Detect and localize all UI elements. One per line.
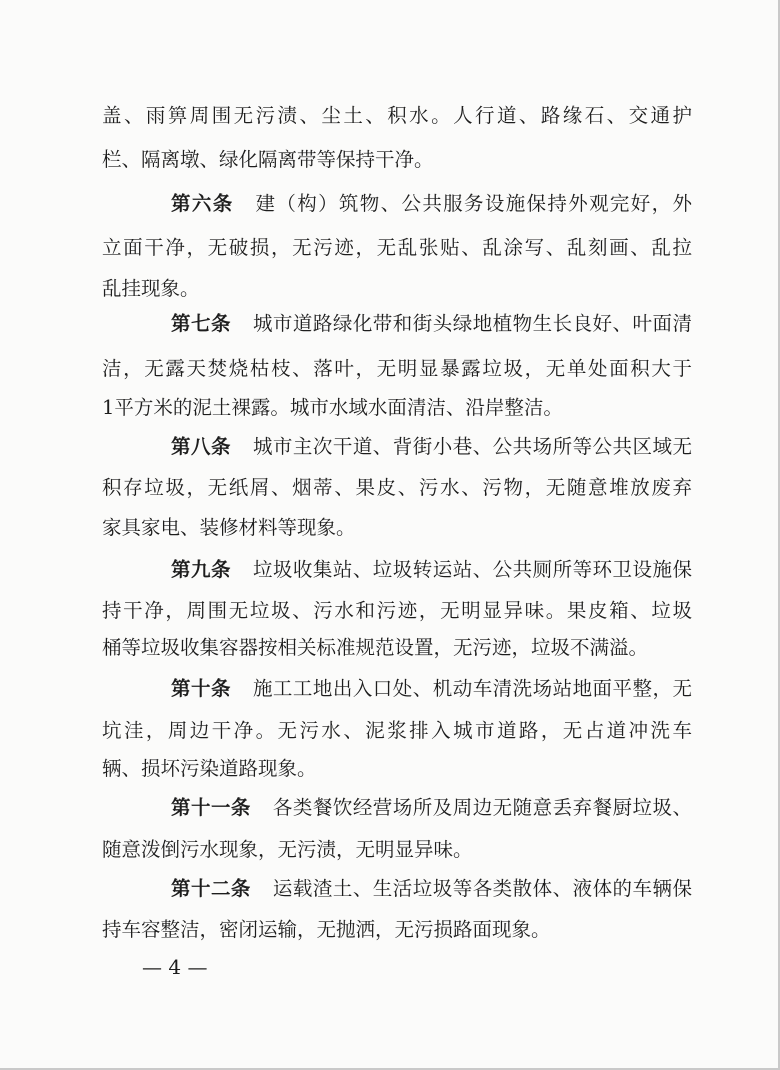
text-line: 家具家电、装修材料等现象。 bbox=[102, 516, 356, 539]
article-7-first-line bbox=[171, 307, 692, 341]
article-8-first-line bbox=[171, 430, 692, 464]
text-line: 辆、损坏污染道路现象。 bbox=[102, 757, 317, 780]
article-12-heading: 第十二条 bbox=[171, 877, 251, 900]
article-6-first-line bbox=[171, 187, 692, 221]
text-line: 1平方米的泥土裸露。城市水域水面清洁、沿岸整洁。 bbox=[102, 396, 563, 419]
article-10-first-line bbox=[171, 672, 692, 706]
text-line: 施工工地出入口处、机动车清洗场站地面平整，无 bbox=[252, 677, 692, 700]
text-line: 运载渣土、生活垃圾等各类散体、液体的车辆保 bbox=[272, 877, 692, 900]
text-line: 城市道路绿化带和街头绿地植物生长良好、叶面清 bbox=[252, 312, 692, 335]
text-line: 乱挂现象。 bbox=[102, 277, 200, 300]
text-line: 立面干净，无破损，无污迹，无乱张贴、乱涂写、乱刻画、乱拉 bbox=[102, 236, 692, 259]
article-11-heading: 第十一条 bbox=[171, 796, 251, 819]
text-line: 各类餐饮经营场所及周边无随意丢弃餐厨垃圾、 bbox=[272, 796, 692, 819]
article-8-heading: 第八条 bbox=[171, 435, 231, 458]
text-line: 栏、隔离墩、绿化隔离带等保持干净。 bbox=[102, 148, 434, 171]
article-9-heading: 第九条 bbox=[171, 558, 231, 581]
text-line: 积存垃圾，无纸屑、烟蒂、果皮、污水、污物，无随意堆放废弃 bbox=[102, 476, 692, 499]
article-12-first-line bbox=[171, 872, 692, 906]
text-line: 坑洼，周边干净。无污水、泥浆排入城市道路，无占道冲洗车 bbox=[102, 719, 692, 742]
text-line: 建（构）筑物、公共服务设施保持外观完好，外 bbox=[255, 192, 692, 215]
article-6-heading: 第六条 bbox=[171, 192, 234, 215]
text-line: 洁，无露天焚烧枯枝、落叶，无明显暴露垃圾，无单处面积大于 bbox=[102, 357, 692, 380]
article-7-heading: 第七条 bbox=[171, 312, 231, 335]
text-line: 城市主次干道、背街小巷、公共场所等公共区域无 bbox=[252, 435, 692, 458]
text-line: 随意泼倒污水现象，无污渍，无明显异味。 bbox=[102, 838, 473, 861]
page-number: — 4 — bbox=[142, 955, 208, 979]
text-line: 持车容整洁，密闭运输，无抛洒，无污损路面现象。 bbox=[102, 918, 551, 941]
text-line: 垃圾收集站、垃圾转运站、公共厕所等环卫设施保 bbox=[252, 558, 692, 581]
article-11-first-line bbox=[171, 791, 692, 825]
text-line: 盖、雨箅周围无污渍、尘土、积水。人行道、路缘石、交通护 bbox=[102, 104, 692, 127]
article-9-first-line bbox=[171, 553, 692, 587]
text-line: 桶等垃圾收集容器按相关标准规范设置，无污迹，垃圾不满溢。 bbox=[102, 636, 649, 659]
text-line: 持干净，周围无垃圾、污水和污迹，无明显异味。果皮箱、垃圾 bbox=[102, 599, 692, 622]
article-10-heading: 第十条 bbox=[171, 677, 231, 700]
